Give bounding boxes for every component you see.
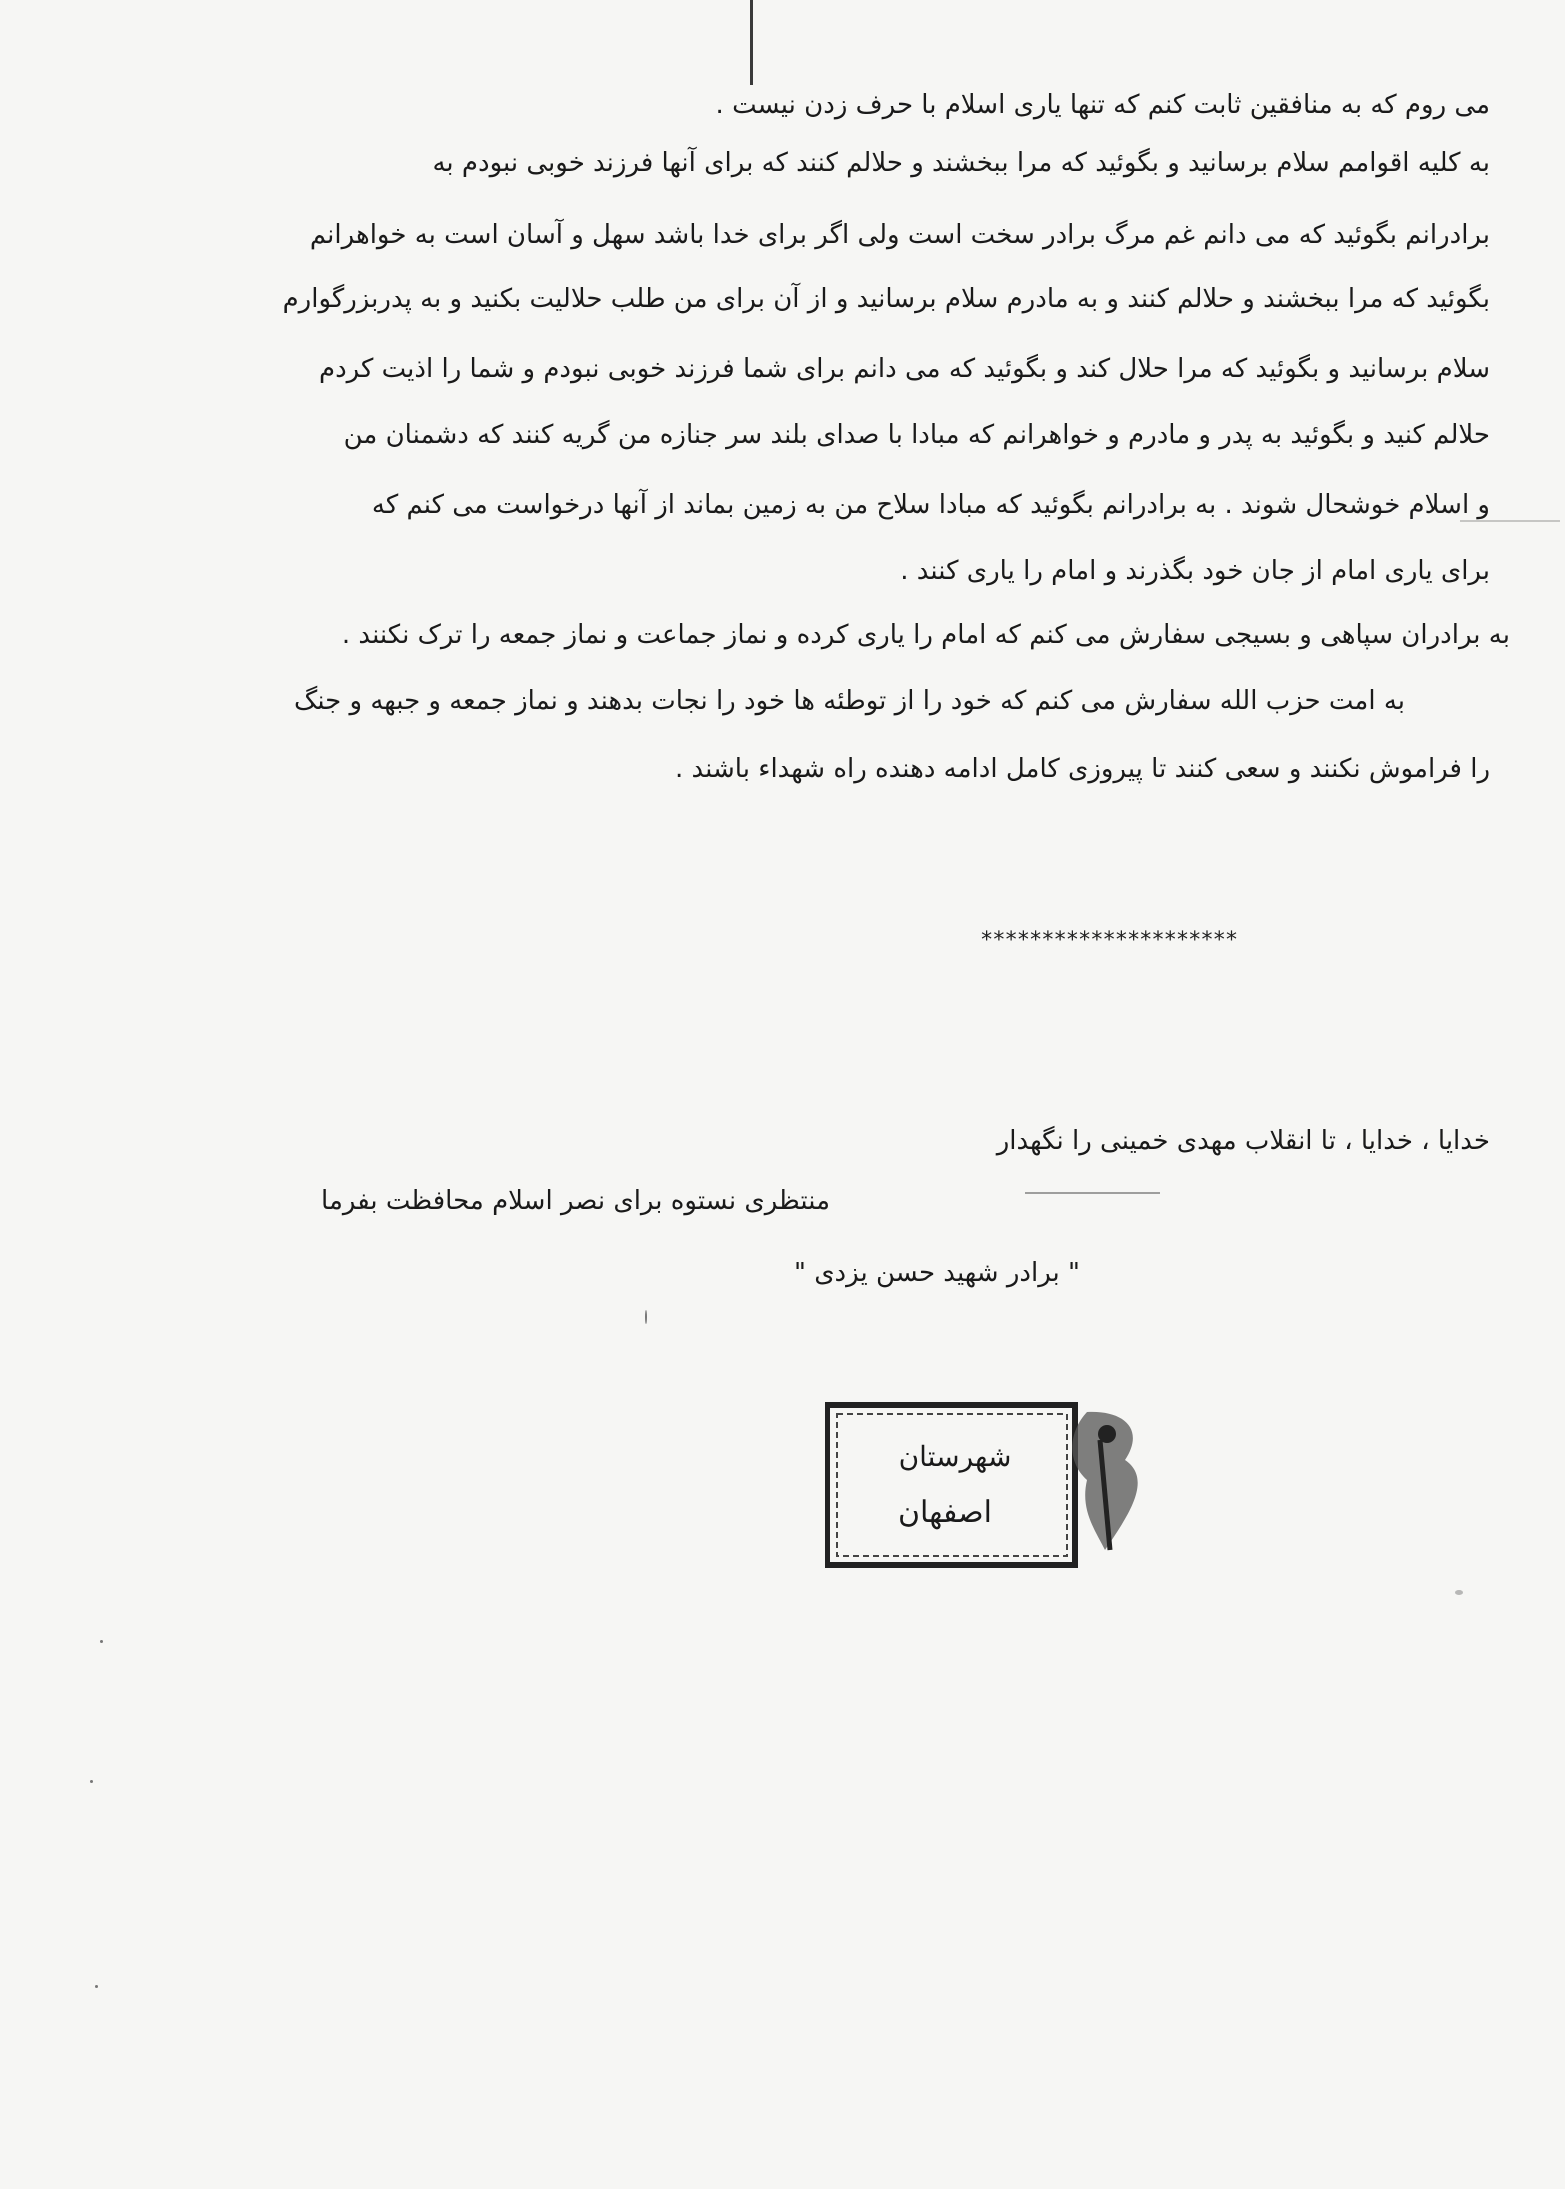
emblem-icon — [1072, 1412, 1137, 1550]
letter-line-6: حلالم کنید و بگوئید به پدر و مادرم و خواهرانم که مبادا با صدای بلند سر جنازه من گریه کنند که دشمنان من — [343, 420, 1490, 450]
scan-speck — [100, 1640, 103, 1643]
letter-line-9: به برادران سپاهی و بسیجی سفارش می کنم که امام را یاری کرده و نماز جماعت و نماز جمعه را ترک نکنند . — [341, 620, 1510, 650]
scan-scratch — [1460, 520, 1560, 522]
letter-line-3: برادرانم بگوئید که می دانم غم مرگ برادر سخت است ولی اگر برای خدا باشد سهل و آسان است به خواهرانم — [309, 220, 1490, 250]
scan-speck — [95, 1985, 98, 1988]
letter-line-5: سلام برسانید و بگوئید که مرا حلال کند و بگوئید که می دانم برای شما فرزند خوبی نبودم و شما را اذیت کردم — [318, 354, 1490, 384]
scan-speck — [1455, 1590, 1463, 1595]
letter-line-8: برای یاری امام از جان خود بگذرند و امام را یاری کنند . — [900, 556, 1490, 586]
stamp-line-2: اصفهان — [898, 1495, 992, 1530]
letter-line-1: می روم که به منافقین ثابت کنم که تنها یاری اسلام با حرف زدن نیست . — [715, 90, 1490, 120]
letter-line-10: به امت حزب الله سفارش می کنم که خود را از توطئه ها خود را نجات بدهند و نماز جمعه و جبهه و جنگ — [294, 686, 1405, 716]
letter-line-7: و اسلام خوشحال شوند . به برادرانم بگوئید که مبادا سلاح من به زمین بماند از آنها درخواست می کنم که — [371, 490, 1490, 520]
letter-line-11: را فراموش نکنند و سعی کنند تا پیروزی کامل ادامه دهنده راه شهداء باشند . — [674, 754, 1490, 784]
letter-line-2: به کلیه اقوامم سلام برسانید و بگوئید که مرا ببخشند و حلالم کنند که برای آنها فرزند خوبی نبودم به — [432, 148, 1490, 178]
stamp-line-1: شهرستان — [898, 1440, 1012, 1473]
scan-speck — [90, 1780, 93, 1783]
prayer-line-2: منتظری نستوه برای نصر اسلام محافظت بفرما — [321, 1186, 830, 1216]
scan-speck — [645, 1310, 647, 1324]
separator-stars: ********************* — [980, 928, 1238, 953]
signature-line: " برادر شهید حسن یزدی " — [793, 1258, 1080, 1288]
fold-mark — [750, 0, 753, 85]
scan-scratch — [1025, 1192, 1160, 1194]
official-stamp — [825, 1400, 1155, 1585]
letter-line-4: بگوئید که مرا ببخشند و حلالم کنند و به مادرم سلام برسانید و از آن برای من طلب حلالیت بکنید و به پدربزرگوارم — [282, 284, 1490, 314]
prayer-line-1: خدایا ، خدایا ، تا انقلاب مهدی خمینی را نگهدار — [996, 1126, 1490, 1156]
